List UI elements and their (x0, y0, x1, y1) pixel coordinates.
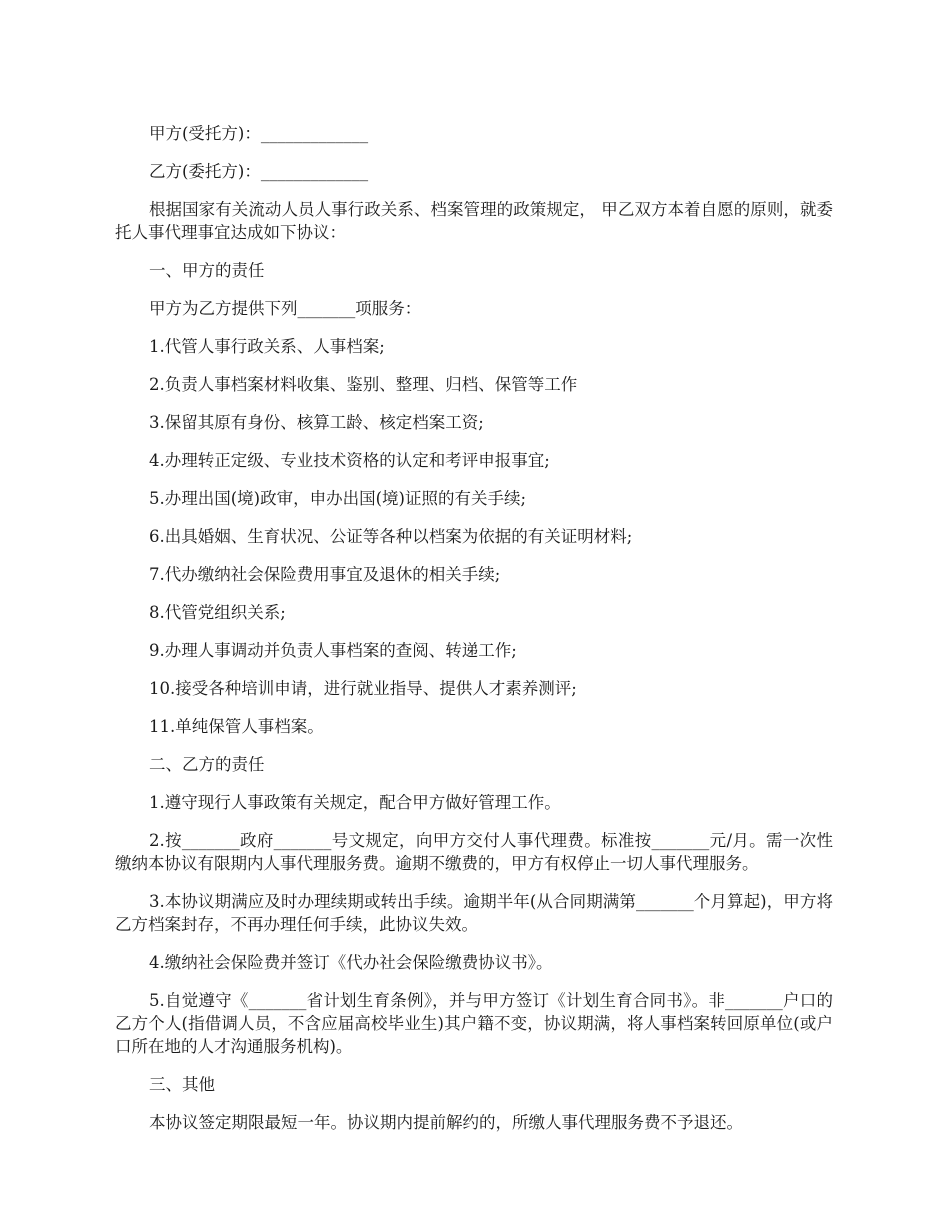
agreement-document (115, 122, 833, 1149)
section-1-item: 9.办理人事调动并负责人事档案的查阅、转递工作; (149, 641, 517, 660)
section-2-item: 1.遵守现行人事政策有关规定，配合甲方做好管理工作。 (149, 793, 561, 812)
section-1-item: 3.保留其原有身份、核算工龄、核定档案工资; (149, 413, 484, 432)
section-1-item: 5.办理出国(境)政审，申办出国(境)证照的有关手续; (149, 489, 527, 508)
section-1-item: 10.接受各种培训申请，进行就业指导、提供人才素养测评; (149, 679, 577, 698)
section-2-item: 2.按_______政府_______号文规定，向甲方交付人事代理费。标准按_______元/月。需一次性缴纳本协议有限期内人事代理服务费。逾期不缴费的，甲方有权停止一切人事代理服务。 (115, 831, 833, 873)
section-1-item: 11.单纯保管人事档案。 (149, 717, 324, 736)
section-1-item: 8.代管党组织关系; (149, 603, 286, 622)
section-1-item: 7.代办缴纳社会保险费用事宜及退休的相关手续; (149, 565, 501, 584)
section-1-item: 2.负责人事档案材料收集、鉴别、整理、归档、保管等工作 (149, 375, 578, 394)
intro-paragraph: 根据国家有关流动人员人事行政关系、档案管理的政策规定， 甲乙双方本着自愿的原则，就委托人事代理事宜达成如下协议： (115, 200, 833, 242)
section-1-title: 一、甲方的责任 (149, 261, 265, 280)
section-2-item: 3.本协议期满应及时办理续期或转出手续。逾期半年(从合同期满第_______个月算起)，甲方将乙方档案封存，不再办理任何手续，此协议失效。 (115, 892, 833, 934)
section-2-title: 二、乙方的责任 (149, 755, 265, 774)
section-1-item: 4.办理转正定级、专业技术资格的认定和考评申报事宜; (149, 451, 550, 470)
section-2-item: 5.自觉遵守《_______省计划生育条例》，并与甲方签订《计划生育合同书》。非_______户口的乙方个人(指借调人员，不含应届高校毕业生)其户籍不变，协议期满，将人事档案转回原单位(或户口所在地的人才沟通服务机构)。 (115, 991, 833, 1056)
party-b-line: 乙方(委托方)：_____________ (149, 162, 369, 181)
section-2-item: 4.缴纳社会保险费并签订《代办社会保险缴费协议书》。 (149, 953, 553, 972)
section-3-title: 三、其他 (149, 1075, 215, 1094)
section-1-item: 6.出具婚姻、生育状况、公证等各种以档案为依据的有关证明材料; (149, 527, 633, 546)
section-1-item: 1.代管人事行政关系、人事档案; (149, 337, 385, 356)
section-1-lead: 甲方为乙方提供下列_______项服务： (149, 299, 422, 318)
party-a-line: 甲方(受托方)：_____________ (149, 124, 369, 143)
section-3-item: 本协议签定期限最短一年。协议期内提前解约的，所缴人事代理服务费不予退还。 (149, 1113, 743, 1132)
